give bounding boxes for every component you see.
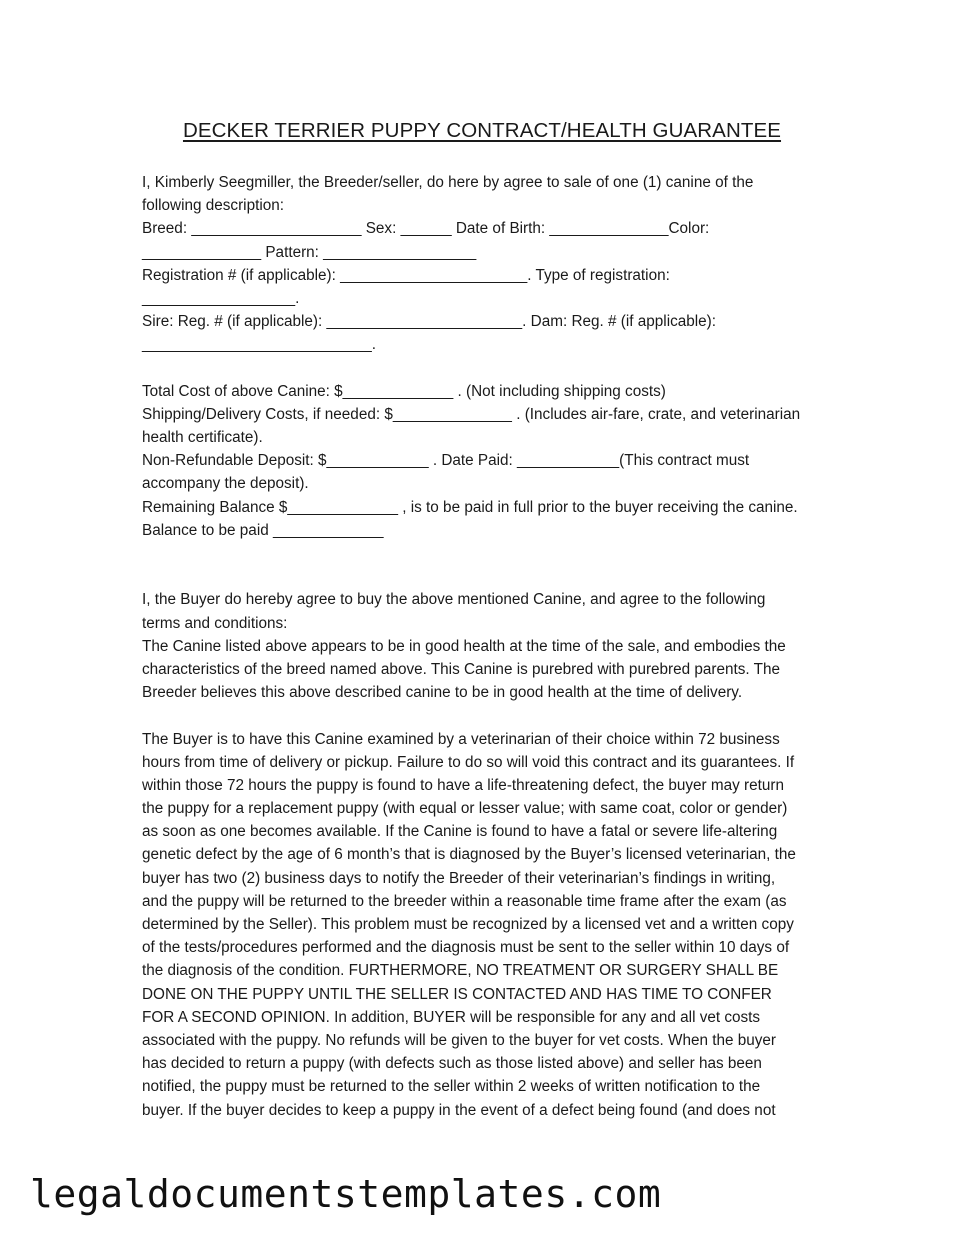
body-line: the puppy for a replacement puppy (with equal or lesser value; with same coat, color or gender): [142, 800, 788, 818]
body-line: Breed: ____________________ Sex: ______ Date of Birth: ______________Color:: [142, 220, 710, 238]
body-line: Shipping/Delivery Costs, if needed: $______________ . (Includes air-fare, crate, and veterinarian: [142, 405, 801, 423]
body-line: The Canine listed above appears to be in good health at the time of the sale, and embodies the: [142, 637, 786, 655]
body-line: determined by the Seller). This problem must be recognized by a licensed vet and a written copy: [142, 916, 794, 933]
body-line: accompany the deposit).: [142, 475, 309, 493]
body-line: the diagnosis of the condition. FURTHERMORE, NO TREATMENT OR SURGERY SHALL BE: [142, 962, 779, 980]
blank-line: [142, 357, 832, 380]
body-line: Registration # (if applicable): ______________________. Type of registration:: [142, 266, 670, 284]
body-line: terms and conditions:: [142, 614, 288, 632]
body-line: __________________.: [142, 289, 300, 307]
body-line: notified, the puppy must be returned to the seller within 2 weeks of written notification to the: [142, 1078, 761, 1096]
body-line: associated with the puppy. No refunds will be given to the buyer for vet costs. When the buyer: [142, 1031, 777, 1049]
body-line: DONE ON THE PUPPY UNTIL THE SELLER IS CONTACTED AND HAS TIME TO CONFER: [142, 985, 772, 1003]
body-line: The Buyer is to have this Canine examined by a veterinarian of their choice within 72 business: [142, 730, 780, 748]
body-line: ______________ Pattern: __________________: [142, 243, 477, 261]
body-line: has decided to return a puppy (with defects such as those listed above) and seller has been: [142, 1055, 762, 1073]
document-title: DECKER TERRIER PUPPY CONTRACT/HEALTH GUARANTEE: [182, 119, 782, 142]
body-line: I, the Buyer do hereby agree to buy the above mentioned Canine, and agree to the following: [142, 591, 766, 609]
contract-body: [142, 171, 832, 1122]
body-line: Breeder believes this above described canine to be in good health at the time of delivery.: [142, 684, 743, 702]
body-line: Sire: Reg. # (if applicable): _______________________. Dam: Reg. # (if applicable):: [142, 313, 717, 331]
blank-line: [142, 542, 832, 565]
body-line: ___________________________.: [142, 336, 376, 354]
blank-line: [142, 704, 832, 727]
body-line: genetic defect by the age of 6 month’s that is diagnosed by the Buyer’s licensed veterinarian, the: [142, 846, 796, 864]
body-line: I, Kimberly Seegmiller, the Breeder/seller, do here by agree to sale of one (1) canine of the: [142, 174, 754, 191]
body-line: Non-Refundable Deposit: $____________ . Date Paid: ____________(This contract must: [142, 452, 750, 470]
body-line: characteristics of the breed named above. This Canine is purebred with purebred parents. The: [142, 660, 781, 678]
body-line: FOR A SECOND OPINION. In addition, BUYER will be responsible for any and all vet costs: [142, 1008, 761, 1026]
body-line: as soon as one becomes available. If the Canine is found to have a fatal or severe life-altering: [142, 823, 778, 841]
body-line: of the tests/procedures performed and the diagnosis must be sent to the seller within 10 days of: [142, 939, 790, 957]
body-line: Total Cost of above Canine: $_____________ . (Not including shipping costs): [142, 382, 666, 400]
body-line: Balance to be paid _____________: [142, 521, 384, 539]
body-line: buyer has two (2) business days to notify the Breeder of their veterinarian’s findings in writing,: [142, 869, 776, 887]
blank-line: [142, 565, 832, 588]
body-line: health certificate).: [142, 429, 263, 447]
body-line: and the puppy will be returned to the breeder within a reasonable time frame after the exam (as: [142, 892, 787, 910]
body-line: within those 72 hours the puppy is found to have a life-threatening defect, the buyer may return: [142, 776, 785, 794]
body-line: Remaining Balance $_____________ , is to be paid in full prior to the buyer receiving the canine.: [142, 498, 798, 516]
body-line: buyer. If the buyer decides to keep a puppy in the event of a defect being found (and does not: [142, 1101, 776, 1119]
body-line: hours from time of delivery or pickup. Failure to do so will void this contract and its guarantees. If: [142, 753, 795, 771]
watermark-text: legaldocumentstemplates.com: [30, 1172, 662, 1216]
body-line: following description:: [142, 197, 284, 215]
